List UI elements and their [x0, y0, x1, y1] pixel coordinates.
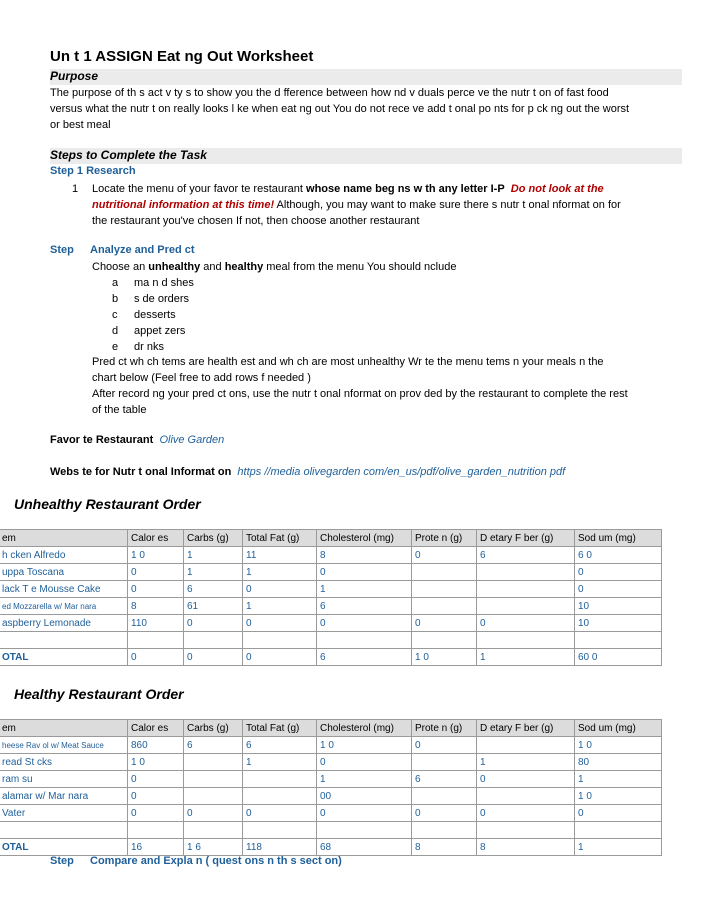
cell: ed Mozzarella w/ Mar nara: [0, 598, 128, 615]
cell: 1: [243, 598, 317, 615]
cell: [184, 822, 243, 839]
list-letter: c: [112, 309, 118, 321]
cell: [412, 632, 477, 649]
healthy-table: [0, 719, 662, 856]
cell: 0: [243, 581, 317, 598]
cell: 0: [317, 564, 412, 581]
cell: 0: [128, 649, 184, 666]
col-header: em: [0, 530, 128, 547]
cell: 0: [412, 805, 477, 822]
cell: 1 0: [575, 788, 662, 805]
cell: uppa Toscana: [0, 564, 128, 581]
cell: [575, 632, 662, 649]
cell: 1: [317, 771, 412, 788]
purpose-heading-bar: [50, 69, 682, 85]
cell: 0: [128, 581, 184, 598]
nutrition-website: [50, 464, 565, 480]
cell: 110: [128, 615, 184, 632]
cell: [243, 822, 317, 839]
cell: 1 0: [412, 649, 477, 666]
table-row: [0, 581, 662, 598]
cell: 1: [575, 771, 662, 788]
cell: ram su: [0, 771, 128, 788]
choose-text: meal from the menu You should nclude: [263, 261, 457, 273]
cell: 1: [243, 754, 317, 771]
after-line: After record ng your pred ct ons, use the nutr t onal nformat on prov ded by the restaurant to complete the rest: [92, 388, 628, 400]
cell: [477, 581, 575, 598]
cell: [412, 581, 477, 598]
cell: 1: [184, 547, 243, 564]
cell: 0: [477, 805, 575, 822]
choose-healthy: healthy: [224, 261, 264, 273]
col-header: Total Fat (g): [243, 720, 317, 737]
cell: 0: [128, 771, 184, 788]
table-row: [0, 788, 662, 805]
choose-text: and: [200, 261, 225, 273]
unhealthy-heading: Unhealthy Restaurant Order: [14, 496, 201, 512]
list-item: dr nks: [134, 341, 164, 353]
cell: [412, 564, 477, 581]
table-total-row: [0, 649, 662, 666]
step1-warning: Do not look at the: [510, 183, 604, 195]
cell: 0: [317, 805, 412, 822]
step2-instructions: [92, 354, 682, 418]
cell: 0: [477, 771, 575, 788]
cell: Vater: [0, 805, 128, 822]
cell: [412, 822, 477, 839]
cell: 0: [184, 649, 243, 666]
cell: 0: [412, 615, 477, 632]
cell: [128, 822, 184, 839]
step2-heading-b: Analyze and Pred ct: [90, 244, 195, 256]
cell: 0: [575, 564, 662, 581]
cell: 0: [317, 615, 412, 632]
cell: 10: [575, 615, 662, 632]
cell: 10: [575, 598, 662, 615]
step3-heading-b: Compare and Expla n ( quest ons n th s sect on): [90, 855, 342, 867]
table-row: [0, 547, 662, 564]
cell: 1 0: [575, 737, 662, 754]
cell: [128, 632, 184, 649]
website-link[interactable]: https //media olivegarden com/en_us/pdf/olive_garden_nutrition pdf: [237, 466, 566, 478]
cell: 1: [477, 649, 575, 666]
cell: [412, 788, 477, 805]
cell: 0: [412, 737, 477, 754]
list-letter: a: [112, 277, 119, 289]
cell: [0, 822, 128, 839]
cell: h cken Alfredo: [0, 547, 128, 564]
cell: 0: [128, 805, 184, 822]
cell: [184, 754, 243, 771]
table-row: [0, 771, 662, 788]
cell: [477, 564, 575, 581]
table-row: [0, 805, 662, 822]
step1-text-f: the restaurant you've chosen If not, then choose another restaurant: [92, 215, 420, 227]
cell: 8: [477, 839, 575, 856]
website-label: Webs te for Nutr t onal Informat on: [50, 466, 232, 478]
list-item: appet zers: [134, 325, 186, 337]
col-header: Prote n (g): [412, 530, 477, 547]
col-header: Prote n (g): [412, 720, 477, 737]
table-row: [0, 822, 662, 839]
col-header: em: [0, 720, 128, 737]
cell: OTAL: [0, 839, 128, 856]
cell: 0: [184, 615, 243, 632]
cell: [317, 632, 412, 649]
step1-text-e: Although, you may want to make sure there s nutr t onal nformat on for: [274, 199, 621, 211]
purpose-line: The purpose of th s act v ty s to show you the d fference between how nd v duals perce ve the nutr t on of fast food: [50, 87, 609, 99]
cell: OTAL: [0, 649, 128, 666]
col-header: Sod um (mg): [575, 530, 662, 547]
purpose-line: or best meal: [50, 119, 111, 131]
cell: alamar w/ Mar nara: [0, 788, 128, 805]
col-header: Calor es: [128, 530, 184, 547]
cell: [317, 822, 412, 839]
col-header: D etary F ber (g): [477, 530, 575, 547]
list-item: ma n d shes: [134, 277, 194, 289]
cell: 6: [412, 771, 477, 788]
choose-text: Choose an: [92, 261, 149, 273]
table-row: [0, 615, 662, 632]
cell: lack T e Mousse Cake: [0, 581, 128, 598]
step2-list: [112, 275, 194, 355]
cell: [412, 754, 477, 771]
cell: [412, 598, 477, 615]
step1-text-a: Locate the menu of your favor te restaurant: [92, 183, 307, 195]
predict-line: chart below (Feel free to add rows f needed ): [92, 372, 311, 384]
cell: 1 6: [184, 839, 243, 856]
cell: heese Rav ol w/ Meat Sauce: [0, 737, 128, 754]
favorite-label: Favor te Restaurant: [50, 434, 154, 446]
favorite-value: Olive Garden: [159, 434, 225, 446]
step1-number: 1: [72, 183, 79, 195]
cell: 6 0: [575, 547, 662, 564]
cell: 6: [317, 649, 412, 666]
favorite-restaurant: [50, 432, 224, 448]
page-title: Un t 1 ASSIGN Eat ng Out Worksheet: [50, 48, 314, 65]
cell: [477, 598, 575, 615]
cell: 1: [317, 581, 412, 598]
table-row: [0, 754, 662, 771]
step1-letter-rule: whose name beg ns w th any letter I-P: [306, 183, 505, 195]
cell: 0: [243, 649, 317, 666]
step2-choose: [92, 259, 456, 275]
step1-warning-2: nutritional information at this time!: [92, 199, 275, 211]
purpose-text: [50, 85, 682, 133]
table-header-row: [0, 720, 662, 737]
cell: [184, 771, 243, 788]
cell: 60 0: [575, 649, 662, 666]
step2-heading-a: Step: [50, 244, 74, 256]
cell: aspberry Lemonade: [0, 615, 128, 632]
cell: 6: [317, 598, 412, 615]
cell: 0: [575, 581, 662, 598]
table-row: [0, 598, 662, 615]
cell: 1: [184, 564, 243, 581]
table-row: [0, 564, 662, 581]
step1-heading: Step 1 Research: [50, 165, 136, 177]
col-header: Total Fat (g): [243, 530, 317, 547]
list-letter: e: [112, 341, 119, 353]
cell: 6: [243, 737, 317, 754]
cell: 1: [575, 839, 662, 856]
cell: [575, 822, 662, 839]
cell: 8: [128, 598, 184, 615]
unhealthy-table: [0, 529, 662, 666]
cell: read St cks: [0, 754, 128, 771]
cell: [184, 632, 243, 649]
cell: [243, 771, 317, 788]
after-line: of the table: [92, 404, 147, 416]
cell: 00: [317, 788, 412, 805]
cell: 860: [128, 737, 184, 754]
cell: 8: [317, 547, 412, 564]
list-item: desserts: [134, 309, 176, 321]
purpose-line: versus what the nutr t on really looks l ke when eat ng out You do not rece ve add t onal po nts for p ck ng out the worst: [50, 103, 630, 115]
predict-line: Pred ct wh ch tems are health est and wh ch are most unhealthy Wr te the menu tems n your meals n the: [92, 356, 604, 368]
cell: 1: [477, 754, 575, 771]
cell: 0: [477, 615, 575, 632]
col-header: Cholesterol (mg): [317, 530, 412, 547]
col-header: Carbs (g): [184, 530, 243, 547]
cell: [477, 737, 575, 754]
cell: [0, 632, 128, 649]
table-total-row: [0, 839, 662, 856]
cell: [184, 788, 243, 805]
cell: 1 0: [128, 547, 184, 564]
purpose-heading: Purpose: [50, 69, 99, 83]
cell: 6: [184, 737, 243, 754]
cell: [243, 788, 317, 805]
cell: 68: [317, 839, 412, 856]
cell: 1 0: [128, 754, 184, 771]
cell: 8: [412, 839, 477, 856]
table-header-row: [0, 530, 662, 547]
cell: 0: [128, 788, 184, 805]
cell: 0: [243, 615, 317, 632]
step3-heading-a: Step: [50, 855, 74, 867]
list-letter: d: [112, 325, 119, 337]
table-row: [0, 737, 662, 754]
step1-text: [92, 181, 682, 229]
cell: [477, 822, 575, 839]
list-item: s de orders: [134, 293, 190, 305]
cell: 0: [128, 564, 184, 581]
table-row: [0, 632, 662, 649]
cell: 0: [317, 754, 412, 771]
list-letter: b: [112, 293, 119, 305]
choose-unhealthy: unhealthy: [148, 261, 201, 273]
cell: [477, 632, 575, 649]
healthy-heading: Healthy Restaurant Order: [14, 686, 184, 702]
cell: 0: [575, 805, 662, 822]
col-header: Sod um (mg): [575, 720, 662, 737]
cell: 61: [184, 598, 243, 615]
cell: 0: [412, 547, 477, 564]
cell: 16: [128, 839, 184, 856]
cell: 6: [184, 581, 243, 598]
cell: 1: [243, 564, 317, 581]
steps-heading: Steps to Complete the Task: [50, 148, 207, 162]
cell: 118: [243, 839, 317, 856]
cell: 11: [243, 547, 317, 564]
cell: 0: [184, 805, 243, 822]
col-header: D etary F ber (g): [477, 720, 575, 737]
cell: [243, 632, 317, 649]
col-header: Carbs (g): [184, 720, 243, 737]
cell: 6: [477, 547, 575, 564]
cell: 80: [575, 754, 662, 771]
cell: 1 0: [317, 737, 412, 754]
col-header: Cholesterol (mg): [317, 720, 412, 737]
cell: [477, 788, 575, 805]
cell: 0: [243, 805, 317, 822]
col-header: Calor es: [128, 720, 184, 737]
